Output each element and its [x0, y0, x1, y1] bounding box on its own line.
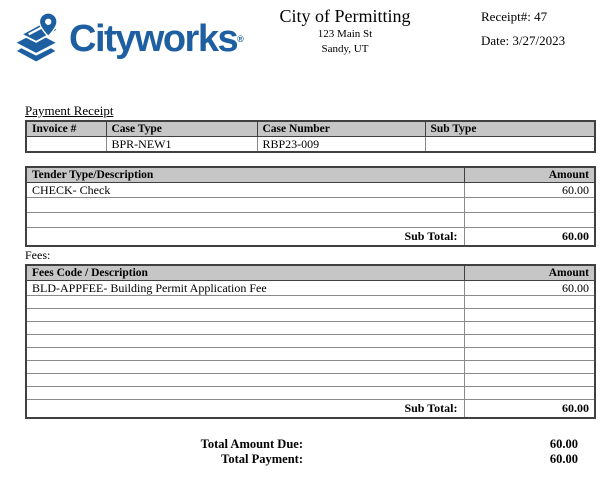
table-header-row: [26, 167, 595, 183]
receipt-number-line: [481, 9, 565, 25]
payment-receipt-table: [25, 120, 596, 153]
column-header-case-number: Case Number: [257, 121, 425, 137]
column-header-amount: Amount: [464, 265, 595, 281]
organization-name: City of Permitting: [279, 6, 411, 26]
tender-table: [25, 166, 596, 247]
column-header-fees-code: Fees Code / Description: [26, 265, 464, 281]
column-header-amount: Amount: [464, 167, 595, 183]
table-row: [26, 281, 595, 296]
empty-cell: [26, 361, 464, 374]
case-number-cell: RBP23-009: [257, 137, 425, 153]
table-row: [26, 183, 595, 198]
empty-cell: [26, 213, 464, 228]
empty-cell: [464, 361, 595, 374]
empty-cell: [26, 335, 464, 348]
organization-block: [225, 5, 465, 57]
total-payment-value: 60.00: [549, 451, 578, 466]
empty-cell: [464, 348, 595, 361]
empty-cell: [26, 322, 464, 335]
fee-description-cell: BLD-APPFEE- Building Permit Application Fee: [26, 281, 464, 296]
column-header-case-type: Case Type: [106, 121, 257, 137]
tender-description-cell: CHECK- Check: [26, 183, 464, 198]
empty-cell: [464, 213, 595, 228]
registered-trademark-symbol: ®: [237, 34, 244, 44]
fees-section-label: Fees:: [25, 248, 51, 262]
payment-receipt-title: Payment Receipt: [25, 103, 114, 118]
subtotal-row: [26, 400, 595, 419]
date-label: Date:: [481, 33, 510, 48]
empty-table-row: [26, 348, 595, 361]
column-header-sub-type: Sub Type: [425, 121, 595, 137]
subtotal-value: 60.00: [464, 400, 595, 419]
table-header-row: [26, 265, 595, 281]
table-row: [26, 137, 595, 153]
empty-table-row: [26, 335, 595, 348]
date-value: 3/27/2023: [512, 33, 566, 48]
empty-cell: [26, 198, 464, 213]
empty-table-row: [26, 387, 595, 400]
fee-amount-cell: 60.00: [464, 281, 595, 296]
empty-cell: [26, 309, 464, 322]
column-header-invoice: Invoice #: [26, 121, 106, 137]
cityworks-logo-text: Cityworks: [69, 18, 238, 60]
empty-cell: [26, 387, 464, 400]
empty-table-row: [26, 361, 595, 374]
receipt-date-line: [481, 33, 565, 49]
total-amount-due-label: Total Amount Due:: [200, 437, 303, 451]
empty-table-row: [26, 309, 595, 322]
subtotal-value: 60.00: [464, 228, 595, 247]
fees-table: [25, 264, 596, 419]
empty-table-row: [26, 213, 595, 228]
empty-cell: [26, 374, 464, 387]
address-line-1: 123 Main St: [317, 28, 373, 40]
subtotal-label: Sub Total:: [26, 228, 464, 247]
case-type-cell: BPR-NEW1: [106, 137, 257, 153]
empty-table-row: [26, 374, 595, 387]
empty-table-row: [26, 198, 595, 213]
totals-section: [25, 437, 578, 466]
total-payment-label: Total Payment:: [221, 451, 303, 466]
empty-cell: [26, 348, 464, 361]
empty-cell: [464, 322, 595, 335]
total-amount-due-row: [25, 437, 578, 452]
sub-type-cell: [425, 137, 595, 153]
empty-table-row: [26, 322, 595, 335]
empty-cell: [464, 335, 595, 348]
empty-cell: [26, 296, 464, 309]
cityworks-map-layers-pin-icon: [10, 12, 66, 66]
column-header-tender-type: Tender Type/Description: [26, 167, 464, 183]
receipt-meta: [481, 9, 565, 57]
receipt-number-value: 47: [534, 9, 548, 24]
empty-cell: [464, 309, 595, 322]
cityworks-logo: [10, 12, 244, 66]
empty-cell: [464, 296, 595, 309]
empty-cell: [464, 374, 595, 387]
empty-cell: [464, 387, 595, 400]
invoice-cell: [26, 137, 106, 153]
tender-amount-cell: 60.00: [464, 183, 595, 198]
receipt-number-label: Receipt#:: [481, 9, 531, 24]
total-payment-row: [25, 452, 578, 467]
empty-table-row: [26, 296, 595, 309]
address-line-2: Sandy, UT: [321, 43, 369, 55]
total-amount-due-value: 60.00: [549, 437, 578, 451]
subtotal-label: Sub Total:: [26, 400, 464, 419]
empty-cell: [464, 198, 595, 213]
table-header-row: [26, 121, 595, 137]
subtotal-row: [26, 228, 595, 247]
